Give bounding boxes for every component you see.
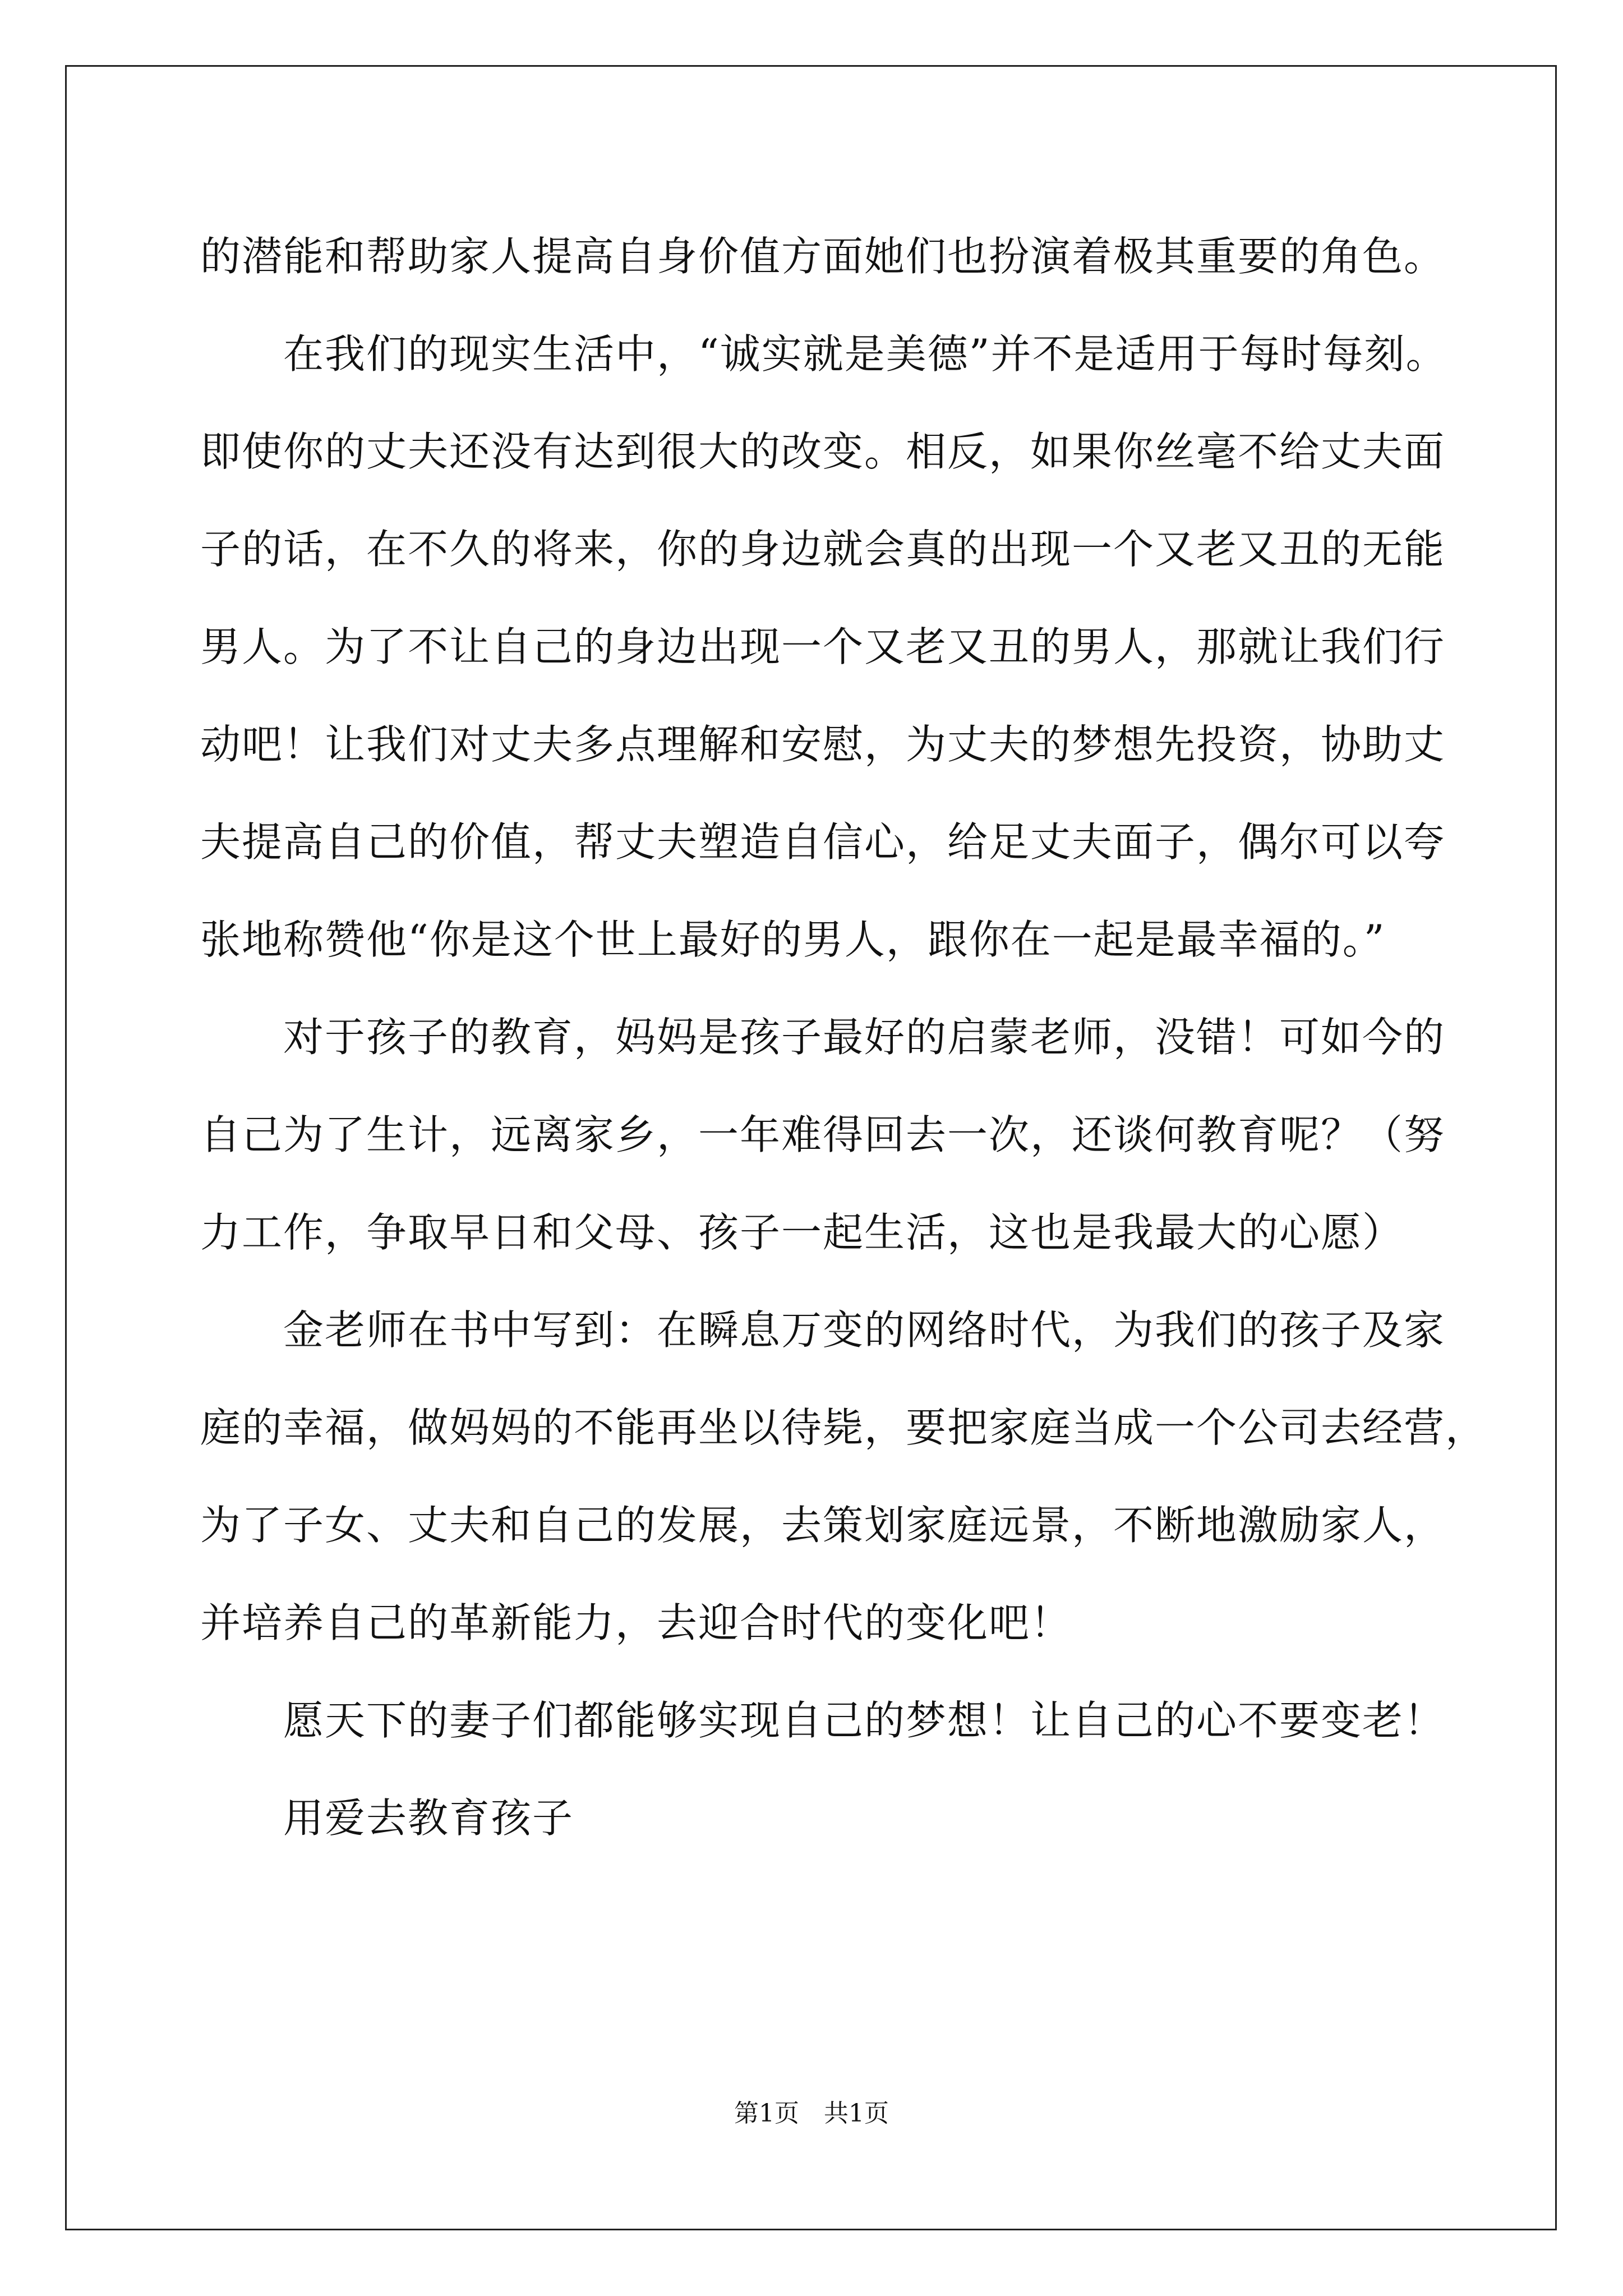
text-line: 男人。为了不让自己的身边出现一个又老又丑的男人，那就让我们行 xyxy=(200,623,1446,670)
text-line: 庭的幸福，做妈妈的不能再坐以待毙，要把家庭当成一个公司去经营， xyxy=(200,1404,1487,1451)
paragraph-start-line: 愿天下的妻子们都能够实现自己的梦想！让自己的心不要变老！ xyxy=(283,1697,1446,1744)
text-line: 力工作，争取早日和父母、孩子一起生活，这也是我最大的心愿） xyxy=(200,1209,1404,1256)
text-line: 并培养自己的革新能力，去迎合时代的变化吧！ xyxy=(200,1599,1072,1646)
text-line: 子的话，在不久的将来，你的身边就会真的出现一个又老又丑的无能 xyxy=(200,526,1446,573)
paragraph-start-line: 对于孩子的教育，妈妈是孩子最好的启蒙老师，没错！可如今的 xyxy=(283,1014,1446,1061)
text-line: 夫提高自己的价值，帮丈夫塑造自信心，给足丈夫面子，偶尔可以夸 xyxy=(200,818,1446,866)
text-line: 自己为了生计，远离家乡，一年难得回去一次，还谈何教育呢？（努 xyxy=(200,1111,1446,1158)
text-line: 的潜能和帮助家人提高自身价值方面她们也扮演着极其重要的角色。 xyxy=(200,233,1446,280)
page-number: 第1页 共1页 xyxy=(734,2099,889,2128)
document-body xyxy=(200,208,1487,1867)
text-line: 张地称赞他“你是这个世上最好的男人，跟你在一起是最幸福的。” xyxy=(200,916,1386,963)
paragraph-start-line: 在我们的现实生活中，“诚实就是美德”并不是适用于每时每刻。 xyxy=(283,330,1447,378)
text-line: 即使你的丈夫还没有达到很大的改变。相反，如果你丝毫不给丈夫面 xyxy=(200,428,1446,475)
text-line: 为了子女、丈夫和自己的发展，去策划家庭远景，不断地激励家人， xyxy=(200,1502,1446,1549)
section-heading: 用爱去教育孩子 xyxy=(283,1795,574,1842)
paragraph-start-line: 金老师在书中写到：在瞬息万变的网络时代，为我们的孩子及家 xyxy=(283,1306,1446,1354)
text-line: 动吧！让我们对丈夫多点理解和安慰，为丈夫的梦想先投资，协助丈 xyxy=(200,721,1446,768)
